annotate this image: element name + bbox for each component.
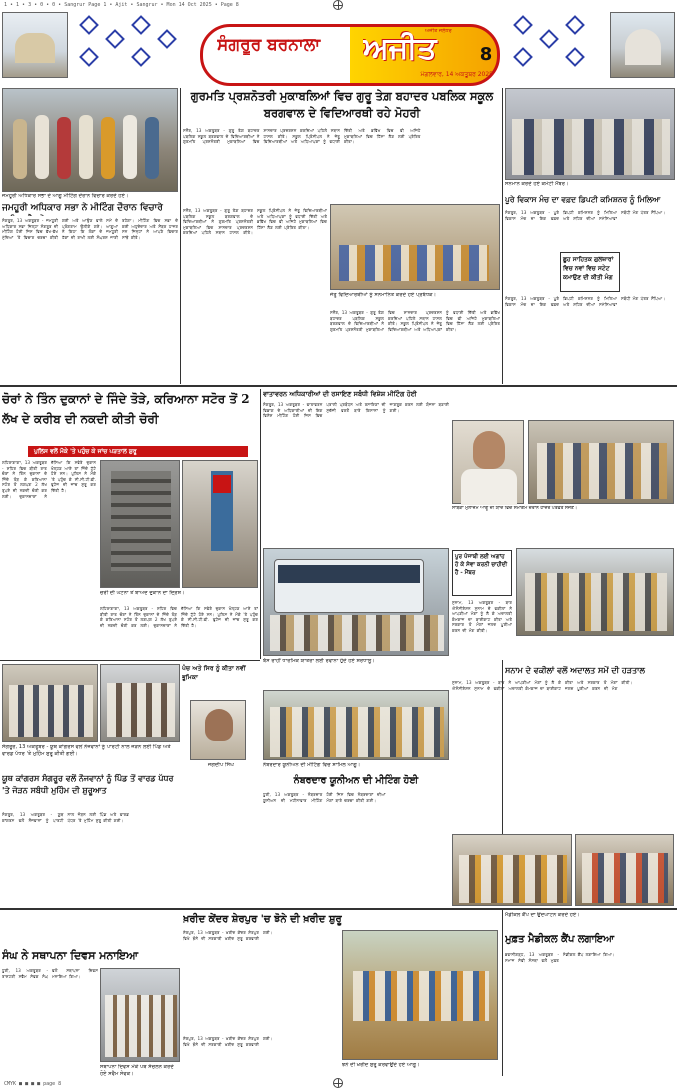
article-11-headline: ਯੂਥ ਕਾਂਗਰਸ ਸੰਗਰੂਰ ਵਲੋਂ ਨੌਜਵਾਨਾਂ ਨੂੰ ਪਿੰਡ ਤੋਂ ਵਾਰਡ ਪੱਧਰ 'ਤੇ ਜੋੜਨ ਸਬੰਧੀ ਮੁਹਿੰਮ ਦੀ ਸ਼ੁਰੂਆਤ xyxy=(2,773,174,795)
registration-mark-icon xyxy=(333,1078,343,1088)
article-9-body: ਸੁਨਾਮ, 13 ਅਕਤੂਬਰ - ਬਾਰ ਐਸੋਸੀਏਸ਼ਨ ਸੁਨਾਮ ਦੇ ਵਕੀਲਾਂ ਨੇ ਆਪਣੀਆਂ ਮੰਗਾਂ ਨੂੰ ਲੈ ਕੇ ਅਦਾਲਤੀ ਕੰਮਕਾਜ ਦਾ ਬਾਈਕਾਟ ਕੀਤਾ ਅਤੇ ਸਰਕਾਰ ਤੋਂ ਮੰਗਾਂ ਜਲਦ ਪੂਰੀਆਂ ਕਰਨ ਦੀ ਮੰਗ ਕੀਤੀ। xyxy=(452,680,633,691)
article-3-photo xyxy=(505,88,675,180)
article-3-body: ਸੰਗਰੂਰ, 13 ਅਕਤੂਬਰ - ਪੂਰੇ ਵਿਕਾਸ ਮੰਚ ਦਾ ਇਕ ਵਫ਼ਦ ਡਿਪਟੀ ਕਮਿਸ਼ਨਰ ਨੂੰ ਮਿਲਿਆ ਅਤੇ ਸ਼ਹਿਰ ਦੀਆਂ ਸਮੱਸਿਆਵਾਂ ਸਬੰਧੀ ਮੰਗ ਪੱਤਰ ਸੌਂਪਿਆ। xyxy=(505,210,666,221)
masthead-pattern-left xyxy=(72,10,192,80)
article-4-body-lower: ਲਹਿਰਾਗਾਗਾ, 13 ਅਕਤੂਬਰ - ਸ਼ਹਿਰ ਵਿਚ ਬੀਤੀ ਰਾਤ ਚੋਰਾਂ ਨੇ ਤਿੰਨ ਦੁਕਾਨਾਂ ਦੇ ਜਿੰਦੇ ਤੋੜ ਕੇ ਕਰਿਆਨਾ ਸਟੋਰ ਤੋਂ ਲਗਪਗ 2 ਲੱਖ ਰੁਪਏ ਦੀ ਨਕਦੀ ਚੋਰੀ ਕਰ ਲਈ। ਦੁਕਾਨਦਾਰਾਂ ਨੇ ਦੱਸਿਆ ਕਿ ਸਵੇਰੇ ਦੁਕਾਨ ਖੋਲ੍ਹਣ ਆਏ ਤਾਂ ਜਿੰਦੇ ਟੁੱਟੇ ਹੋਏ ਸਨ। ਪੁਲਿਸ ਨੇ ਮੌਕੇ 'ਤੇ ਪਹੁੰਚ ਕੇ ਸੀ.ਸੀ.ਟੀ.ਵੀ. ਫੁਟੇਜ ਦੀ ਜਾਂਚ ਸ਼ੁਰੂ ਕਰ ਦਿੱਤੀ ਹੈ। xyxy=(100,606,258,628)
article-1-photo xyxy=(2,88,178,192)
article-10-photo-1 xyxy=(2,664,98,742)
print-strip-top: 1 • 1 • 3 • 0 • 0 • Sangrur Page 1 • Ajit • Sangrur • Mon 14 Oct 2025 • Page 8 xyxy=(4,2,239,8)
article-4-banner: ਪੁਲਿਸ ਵਲੋਂ ਮੌਕੇ 'ਤੇ ਪਹੁੰਚ ਕੇ ਜਾਂਚ ਪੜਤਾਲ ਸ਼ੁਰੂ xyxy=(28,446,248,457)
article-6-caption: ਸਾਬਕਾ ਮੁਲਾਜ਼ਮ ਆਗੂ ਦੀ ਯਾਦ ਵਿਚ ਸਮਾਗਮ ਦੌਰਾਨ ਹਾਜ਼ਰ ਪਤਵੰਤੇ ਸੱਜਣ। xyxy=(452,506,578,511)
article-14-body: ਧੂਰੀ, 13 ਅਕਤੂਬਰ - ਰਾਸ਼ਟਰੀ ਸਵੈਮ ਸੇਵਕ ਸੰਘ ਵਲੋਂ ਸਥਾਪਨਾ ਦਿਵਸ ਮਨਾਇਆ ਗਿਆ। xyxy=(2,968,98,979)
masthead-right-photo xyxy=(610,12,675,78)
article-14-photo xyxy=(100,968,180,1062)
article-7-photo xyxy=(263,548,449,656)
article-5-body: ਸੰਗਰੂਰ, 13 ਅਕਤੂਬਰ - ਵਾਤਾਵਰਨ ਵਿਭਾਗ ਦੇ ਅਧਿਕਾਰੀਆਂ ਦੀ ਇਕ ਵਿਸ਼ੇਸ਼ ਮੀਟਿੰਗ ਹੋਈ ਜਿਸ ਵਿਚ ਪਰਾਲੀ ਪ੍ਰਬੰਧਨ ਅਤੇ ਰਸਾਇਣਾਂ ਦੀ ਸੁਚੱਜੀ ਵਰਤੋਂ ਬਾਰੇ ਕਿਸਾਨਾਂ ਨੂੰ ਜਾਗਰੂਕ ਕਰਨ ਲਈ ਯੋਜਨਾ ਬਣਾਈ ਗਈ। xyxy=(263,402,449,419)
article-4-photo-1 xyxy=(100,460,180,588)
article-3-headline: ਪੂਰੇ ਵਿਕਾਸ ਮੰਚ ਦਾ ਵਫ਼ਦ ਡਿਪਟੀ ਕਮਿਸ਼ਨਰ ਨੂੰ ਮਿਲਿਆ xyxy=(505,195,661,204)
article-4-caption: ਚੋਰੀ ਦੀ ਘਟਨਾ ਤੋਂ ਬਾਅਦ ਦੁਕਾਨ ਦਾ ਦ੍ਰਿਸ਼। xyxy=(100,590,185,596)
article-8-photo xyxy=(516,548,674,636)
registration-mark-icon xyxy=(333,0,343,10)
article-13-photo xyxy=(342,930,498,1060)
article-15-caption: ਮੈਡੀਕਲ ਕੈਂਪ ਦਾ ਉਦਘਾਟਨ ਕਰਦੇ ਹੋਏ। xyxy=(505,912,580,918)
article-5-headline: ਵਾਤਾਵਰਨ ਅਧਿਕਾਰੀਆਂ ਦੀ ਰਸਾਇਣ ਸਬੰਧੀ ਵਿਸ਼ੇਸ਼ ਮੀਟਿੰਗ ਹੋਈ xyxy=(263,390,417,398)
article-2-body-continued: ਸਨੌਰ, 13 ਅਕਤੂਬਰ - ਗੁਰੂ ਤੇਗ਼ ਬਹਾਦਰ ਪਬਲਿਕ ਸਕੂਲ ਬਰਗਵਾਲ ਦੇ ਵਿਦਿਆਰਥੀਆਂ ਨੇ ਗੁਰਮਤਿ ਪ੍ਰਸ਼ਨੋਤਰੀ ਮੁਕਾਬਲਿਆਂ ਵਿਚ ਸ਼ਾਨਦਾਰ ਪ੍ਰਦਰਸ਼ਨ ਕਰਦਿਆਂ ਪਹਿਲੇ ਸਥਾਨ ਹਾਸਲ ਕੀਤੇ। ਸਕੂਲ ਪ੍ਰਿੰਸੀਪਲ ਨੇ ਜੇਤੂ ਵਿਦਿਆਰਥੀਆਂ ਅਤੇ ਅਧਿਆਪਕਾਂ ਨੂੰ ਵਧਾਈ ਦਿੱਤੀ ਅਤੇ ਭਵਿੱਖ ਵਿਚ ਵੀ ਅਜਿਹੇ ਮੁਕਾਬਲਿਆਂ ਵਿਚ ਹਿੱਸਾ ਲੈਣ ਲਈ ਪ੍ਰੇਰਿਤ ਕੀਤਾ। xyxy=(183,208,327,236)
article-11-body: ਸੰਗਰੂਰ, 13 ਅਕਤੂਬਰ - ਯੂਥ ਕਾਂਗਰਸ ਵਲੋਂ ਨੌਜਵਾਨਾਂ ਨੂੰ ਪਾਰਟੀ ਨਾਲ ਜੋੜਨ ਲਈ ਪਿੰਡ ਅਤੇ ਵਾਰਡ ਪੱਧਰ 'ਤੇ ਮੁਹਿੰਮ ਸ਼ੁਰੂ ਕੀਤੀ ਗਈ। xyxy=(2,812,129,823)
row-divider xyxy=(0,908,677,910)
article-12-caption: ਨੰਬਰਦਾਰ ਯੂਨੀਅਨ ਦੀ ਮੀਟਿੰਗ ਵਿਚ ਸ਼ਾਮਿਲ ਆਗੂ। xyxy=(263,762,361,768)
print-strip-bottom: CMYK ■ ■ ■ ■ page 8 xyxy=(4,1081,62,1087)
article-3-caption: ਸਨਮਾਨ ਕਰਦੇ ਹੋਏ ਕਮੇਟੀ ਮੈਂਬਰ। xyxy=(505,181,569,187)
article-12-headline: ਨੰਬਰਦਾਰ ਯੂਨੀਅਨ ਦੀ ਮੀਟਿੰਗ ਹੋਈ xyxy=(293,775,419,786)
article-13-body: ਸ਼ੇਰਪੁਰ, 13 ਅਕਤੂਬਰ - ਖ਼ਰੀਦ ਕੇਂਦਰ ਸ਼ੇਰਪੁਰ ਵਿਖੇ ਝੋਨੇ ਦੀ ਸਰਕਾਰੀ ਖ਼ਰੀਦ ਸ਼ੁਰੂ ਕਰਵਾਈ ਗਈ। xyxy=(183,930,273,941)
column-divider xyxy=(502,910,503,1076)
article-1-body: ਸੰਗਰੂਰ, 13 ਅਕਤੂਬਰ - ਜਮਹੂਰੀ ਅਧਿਕਾਰ ਸਭਾ ਜ਼ਿਲ੍ਹਾ ਸੰਗਰੂਰ ਦੀ ਮੀਟਿੰਗ ਹੋਈ ਜਿਸ ਵਿਚ ਵੱਖ-ਵੱਖ ਮੁੱਦਿਆਂ 'ਤੇ ਵਿਚਾਰ ਚਰਚਾ ਕੀਤੀ ਗਈ ਅਤੇ ਆਉਣ ਵਾਲੇ ਸਮੇਂ ਦੇ ਪ੍ਰੋਗਰਾਮ ਉਲੀਕੇ ਗਏ। ਆਗੂਆਂ ਨੇ ਕਿਹਾ ਕਿ ਲੋਕਾਂ ਦੇ ਜਮਹੂਰੀ ਹੱਕਾਂ ਦੀ ਰਾਖੀ ਲਈ ਸੰਘਰਸ਼ ਜਾਰੀ ਰਹੇਗਾ। ਮੀਟਿੰਗ ਵਿਚ ਸਭਾ ਦੇ ਕਈ ਅਹੁਦੇਦਾਰ ਅਤੇ ਮੈਂਬਰ ਹਾਜ਼ਰ ਸਨ ਜਿਨ੍ਹਾਂ ਨੇ ਆਪਣੇ ਵਿਚਾਰ ਸਾਂਝੇ ਕੀਤੇ। xyxy=(2,218,178,240)
article-7-caption: ਬੱਸ ਰਾਹੀਂ ਧਾਰਮਿਕ ਯਾਤਰਾ ਲਈ ਰਵਾਨਾ ਹੁੰਦੇ ਹੋਏ ਸ਼ਰਧਾਲੂ। xyxy=(263,658,375,664)
article-14-caption: ਸਥਾਪਨਾ ਦਿਵਸ ਮੌਕੇ ਪਥ ਸੰਚਲਨ ਕਰਦੇ ਹੋਏ ਸਵੈਮ ਸੇਵਕ। xyxy=(100,1064,174,1076)
masthead-nameplate xyxy=(200,24,500,86)
masthead-pattern-right xyxy=(508,10,608,80)
article-10-headline: ਪੰਚ ਅਤੇ ਸਿਰ ਨੂੰ ਕੀਤਾ ਨਵੀਂ ਭੂਮਿਕਾ xyxy=(182,665,246,681)
article-8-box: ਪੂਰ ਪੰਜਾਬੀ ਲਈ ਅਗਾਂਹ ਹੋ ਕੇ ਸੇਵਾ ਕਰਨੀ ਚਾਹੀਦੀ ਹੈ - ਮੈਂਬਰ xyxy=(452,550,512,596)
article-3-body-lower: ਸੰਗਰੂਰ, 13 ਅਕਤੂਬਰ - ਪੂਰੇ ਵਿਕਾਸ ਮੰਚ ਦਾ ਇਕ ਵਫ਼ਦ ਡਿਪਟੀ ਕਮਿਸ਼ਨਰ ਨੂੰ ਮਿਲਿਆ ਅਤੇ ਸ਼ਹਿਰ ਦੀਆਂ ਸਮੱਸਿਆਵਾਂ ਸਬੰਧੀ ਮੰਗ ਪੱਤਰ ਸੌਂਪਿਆ। xyxy=(505,296,666,307)
article-4-body: ਲਹਿਰਾਗਾਗਾ, 13 ਅਕਤੂਬਰ - ਸ਼ਹਿਰ ਵਿਚ ਬੀਤੀ ਰਾਤ ਚੋਰਾਂ ਨੇ ਤਿੰਨ ਦੁਕਾਨਾਂ ਦੇ ਜਿੰਦੇ ਤੋੜ ਕੇ ਕਰਿਆਨਾ ਸਟੋਰ ਤੋਂ ਲਗਪਗ 2 ਲੱਖ ਰੁਪਏ ਦੀ ਨਕਦੀ ਚੋਰੀ ਕਰ ਲਈ। ਦੁਕਾਨਦਾਰਾਂ ਨੇ ਦੱਸਿਆ ਕਿ ਸਵੇਰੇ ਦੁਕਾਨ ਖੋਲ੍ਹਣ ਆਏ ਤਾਂ ਜਿੰਦੇ ਟੁੱਟੇ ਹੋਏ ਸਨ। ਪੁਲਿਸ ਨੇ ਮੌਕੇ 'ਤੇ ਪਹੁੰਚ ਕੇ ਸੀ.ਸੀ.ਟੀ.ਵੀ. ਫੁਟੇਜ ਦੀ ਜਾਂਚ ਸ਼ੁਰੂ ਕਰ ਦਿੱਤੀ ਹੈ। xyxy=(2,460,96,499)
article-15-headline: ਮੁਫ਼ਤ ਮੈਡੀਕਲ ਕੈਂਪ ਲਗਾਇਆ xyxy=(505,934,615,945)
masthead-city: ਸੰਗਰੂਰ ਬਰਨਾਲਾ xyxy=(217,35,321,55)
article-9-headline: ਸਨਾਮ ਦੇ ਵਕੀਲਾਂ ਵਲੋਂ ਅਦਾਲਤ ਸਮੇਂ ਦੀ ਹੜਤਾਲ xyxy=(505,665,645,675)
masthead xyxy=(0,10,677,88)
row-divider xyxy=(0,660,260,661)
article-12-body: ਧੂਰੀ, 13 ਅਕਤੂਬਰ - ਨੰਬਰਦਾਰ ਯੂਨੀਅਨ ਦੀ ਮਹੀਨਾਵਾਰ ਮੀਟਿੰਗ ਹੋਈ ਜਿਸ ਵਿਚ ਨੰਬਰਦਾਰਾਂ ਦੀਆਂ ਮੰਗਾਂ ਬਾਰੇ ਚਰਚਾ ਕੀਤੀ ਗਈ। xyxy=(263,792,386,803)
column-divider xyxy=(502,88,503,384)
column-divider xyxy=(180,88,181,384)
article-10-caption: ਜਗਦੀਪ ਸਿੰਘ xyxy=(208,762,234,768)
masthead-paper-name: ਅਜੀਤ xyxy=(363,31,437,66)
article-12-photo xyxy=(263,690,449,760)
article-13-caption: ਝੋਨੇ ਦੀ ਖ਼ਰੀਦ ਸ਼ੁਰੂ ਕਰਵਾਉਂਦੇ ਹੋਏ ਆਗੂ। xyxy=(342,1062,420,1068)
article-2-headline: ਗੁਰਮਤਿ ਪ੍ਰਸ਼ਨੋਤਰੀ ਮੁਕਾਬਲਿਆਂ ਵਿਚ ਗੁਰੂ ਤੇਗ਼ ਬਹਾਦਰ ਪਬਲਿਕ ਸਕੂਲ ਬਰਗਵਾਲ ਦੇ ਵਿਦਿਆਰਥੀ ਰਹੇ ਮੋਹਰੀ xyxy=(190,89,494,120)
article-2-caption: ਜੇਤੂ ਵਿਦਿਆਰਥੀਆਂ ਨੂੰ ਸਨਮਾਨਿਤ ਕਰਦੇ ਹੋਏ ਪ੍ਰਬੰਧਕ। xyxy=(330,292,437,298)
article-14-headline: ਸੰਘ ਨੇ ਸਥਾਪਨਾ ਦਿਵਸ ਮਨਾਇਆ xyxy=(2,949,139,962)
article-8-body: ਸੁਨਾਮ, 13 ਅਕਤੂਬਰ - ਬਾਰ ਐਸੋਸੀਏਸ਼ਨ ਸੁਨਾਮ ਦੇ ਵਕੀਲਾਂ ਨੇ ਆਪਣੀਆਂ ਮੰਗਾਂ ਨੂੰ ਲੈ ਕੇ ਅਦਾਲਤੀ ਕੰਮਕਾਜ ਦਾ ਬਾਈਕਾਟ ਕੀਤਾ ਅਤੇ ਸਰਕਾਰ ਤੋਂ ਮੰਗਾਂ ਜਲਦ ਪੂਰੀਆਂ ਕਰਨ ਦੀ ਮੰਗ ਕੀਤੀ। xyxy=(452,600,512,633)
article-6-portrait xyxy=(452,420,524,504)
article-11-photo-caption: ਸੰਗਰੂਰ, 13 ਅਕਤੂਬਰ - ਯੂਥ ਕਾਂਗਰਸ ਵਲੋਂ ਨੌਜਵਾਨਾਂ ਨੂੰ ਪਾਰਟੀ ਨਾਲ ਜੋੜਨ ਲਈ ਪਿੰਡ ਅਤੇ ਵਾਰਡ ਪੱਧਰ 'ਤੇ ਮੁਹਿੰਮ ਸ਼ੁਰੂ ਕੀਤੀ ਗਈ। xyxy=(2,744,171,757)
article-6-group-photo xyxy=(528,420,674,504)
article-2-photo xyxy=(330,204,500,290)
article-4-photo-2 xyxy=(182,460,258,588)
article-9-photo-1 xyxy=(452,834,572,906)
article-1-caption: ਜਮਹੂਰੀ ਅਧਿਕਾਰ ਸਭਾ ਦੇ ਆਗੂ ਮੀਟਿੰਗ ਦੌਰਾਨ ਵਿਚਾਰ ਕਰਦੇ ਹੋਏ। xyxy=(2,193,129,199)
article-2-body-lower: ਸਨੌਰ, 13 ਅਕਤੂਬਰ - ਗੁਰੂ ਤੇਗ਼ ਬਹਾਦਰ ਪਬਲਿਕ ਸਕੂਲ ਬਰਗਵਾਲ ਦੇ ਵਿਦਿਆਰਥੀਆਂ ਨੇ ਗੁਰਮਤਿ ਪ੍ਰਸ਼ਨੋਤਰੀ ਮੁਕਾਬਲਿਆਂ ਵਿਚ ਸ਼ਾਨਦਾਰ ਪ੍ਰਦਰਸ਼ਨ ਕਰਦਿਆਂ ਪਹਿਲੇ ਸਥਾਨ ਹਾਸਲ ਕੀਤੇ। ਸਕੂਲ ਪ੍ਰਿੰਸੀਪਲ ਨੇ ਜੇਤੂ ਵਿਦਿਆਰਥੀਆਂ ਅਤੇ ਅਧਿਆਪਕਾਂ ਨੂੰ ਵਧਾਈ ਦਿੱਤੀ ਅਤੇ ਭਵਿੱਖ ਵਿਚ ਵੀ ਅਜਿਹੇ ਮੁਕਾਬਲਿਆਂ ਵਿਚ ਹਿੱਸਾ ਲੈਣ ਲਈ ਪ੍ਰੇਰਿਤ ਕੀਤਾ। xyxy=(330,310,500,332)
masthead-left-photo xyxy=(2,12,68,78)
row-divider xyxy=(0,385,677,387)
column-divider xyxy=(260,389,261,659)
article-13-body-lower: ਸ਼ੇਰਪੁਰ, 13 ਅਕਤੂਬਰ - ਖ਼ਰੀਦ ਕੇਂਦਰ ਸ਼ੇਰਪੁਰ ਵਿਖੇ ਝੋਨੇ ਦੀ ਸਰਕਾਰੀ ਖ਼ਰੀਦ ਸ਼ੁਰੂ ਕਰਵਾਈ ਗਈ। xyxy=(183,1036,273,1047)
article-15-body: ਭਵਾਨੀਗੜ੍ਹ, 13 ਅਕਤੂਬਰ - ਸਮਾਜ ਸੇਵੀ ਸੰਸਥਾ ਵਲੋਂ ਮੁਫ਼ਤ ਮੈਡੀਕਲ ਕੈਂਪ ਲਗਾਇਆ ਗਿਆ। xyxy=(505,952,615,963)
page-number: 8 xyxy=(479,44,493,65)
masthead-date: ਮੰਗਲਵਾਰ, 14 ਅਕਤੂਬਰ 2025 xyxy=(420,71,493,78)
article-10-portrait xyxy=(190,700,246,760)
article-3b-headline: ਛੂਹ ਸਾਹਿਤਕ ਗੁਲਜ਼ਾਰਾਂ ਵਿਚ ਨਵਾਂ ਵਿਚ ਸਟੇਟ ਕਮਾਉਣ ਦੀ ਕੀਤੀ ਮੰਗ xyxy=(560,252,620,292)
article-10-photo-2 xyxy=(100,664,180,742)
article-9-photo-2 xyxy=(575,834,674,906)
article-1-headline: ਜਮਹੂਰੀ ਅਧਿਕਾਰ ਸਭਾ ਨੇ ਮੀਟਿੰਗ ਦੌਰਾਨ ਵਿਚਾਰੇ xyxy=(2,203,163,213)
article-2-body: ਸਨੌਰ, 13 ਅਕਤੂਬਰ - ਗੁਰੂ ਤੇਗ਼ ਬਹਾਦਰ ਪਬਲਿਕ ਸਕੂਲ ਬਰਗਵਾਲ ਦੇ ਵਿਦਿਆਰਥੀਆਂ ਨੇ ਗੁਰਮਤਿ ਪ੍ਰਸ਼ਨੋਤਰੀ ਮੁਕਾਬਲਿਆਂ ਵਿਚ ਸ਼ਾਨਦਾਰ ਪ੍ਰਦਰਸ਼ਨ ਕਰਦਿਆਂ ਪਹਿਲੇ ਸਥਾਨ ਹਾਸਲ ਕੀਤੇ। ਸਕੂਲ ਪ੍ਰਿੰਸੀਪਲ ਨੇ ਜੇਤੂ ਵਿਦਿਆਰਥੀਆਂ ਅਤੇ ਅਧਿਆਪਕਾਂ ਨੂੰ ਵਧਾਈ ਦਿੱਤੀ ਅਤੇ ਭਵਿੱਖ ਵਿਚ ਵੀ ਅਜਿਹੇ ਮੁਕਾਬਲਿਆਂ ਵਿਚ ਹਿੱਸਾ ਲੈਣ ਲਈ ਪ੍ਰੇਰਿਤ ਕੀਤਾ। xyxy=(183,128,421,145)
article-4-headline: ਚੋਰਾਂ ਨੇ ਤਿੰਨ ਦੁਕਾਨਾਂ ਦੇ ਜਿੰਦੇ ਤੋੜੇ, ਕਰਿਆਨਾ ਸਟੋਰ ਤੋਂ 2 ਲੱਖ ਦੇ ਕਰੀਬ ਦੀ ਨਕਦੀ ਕੀਤੀ ਚੋਰੀ xyxy=(2,392,250,426)
masthead-tagline: ਅਜੀਤ ਜਲੰਧਰ xyxy=(425,28,452,34)
article-13-headline: ਖ਼ਰੀਦ ਕੇਂਦਰ ਸ਼ੇਰਪੁਰ 'ਚ ਝੋਨੇ ਦੀ ਖ਼ਰੀਦ ਸ਼ੁਰੂ xyxy=(183,914,342,925)
